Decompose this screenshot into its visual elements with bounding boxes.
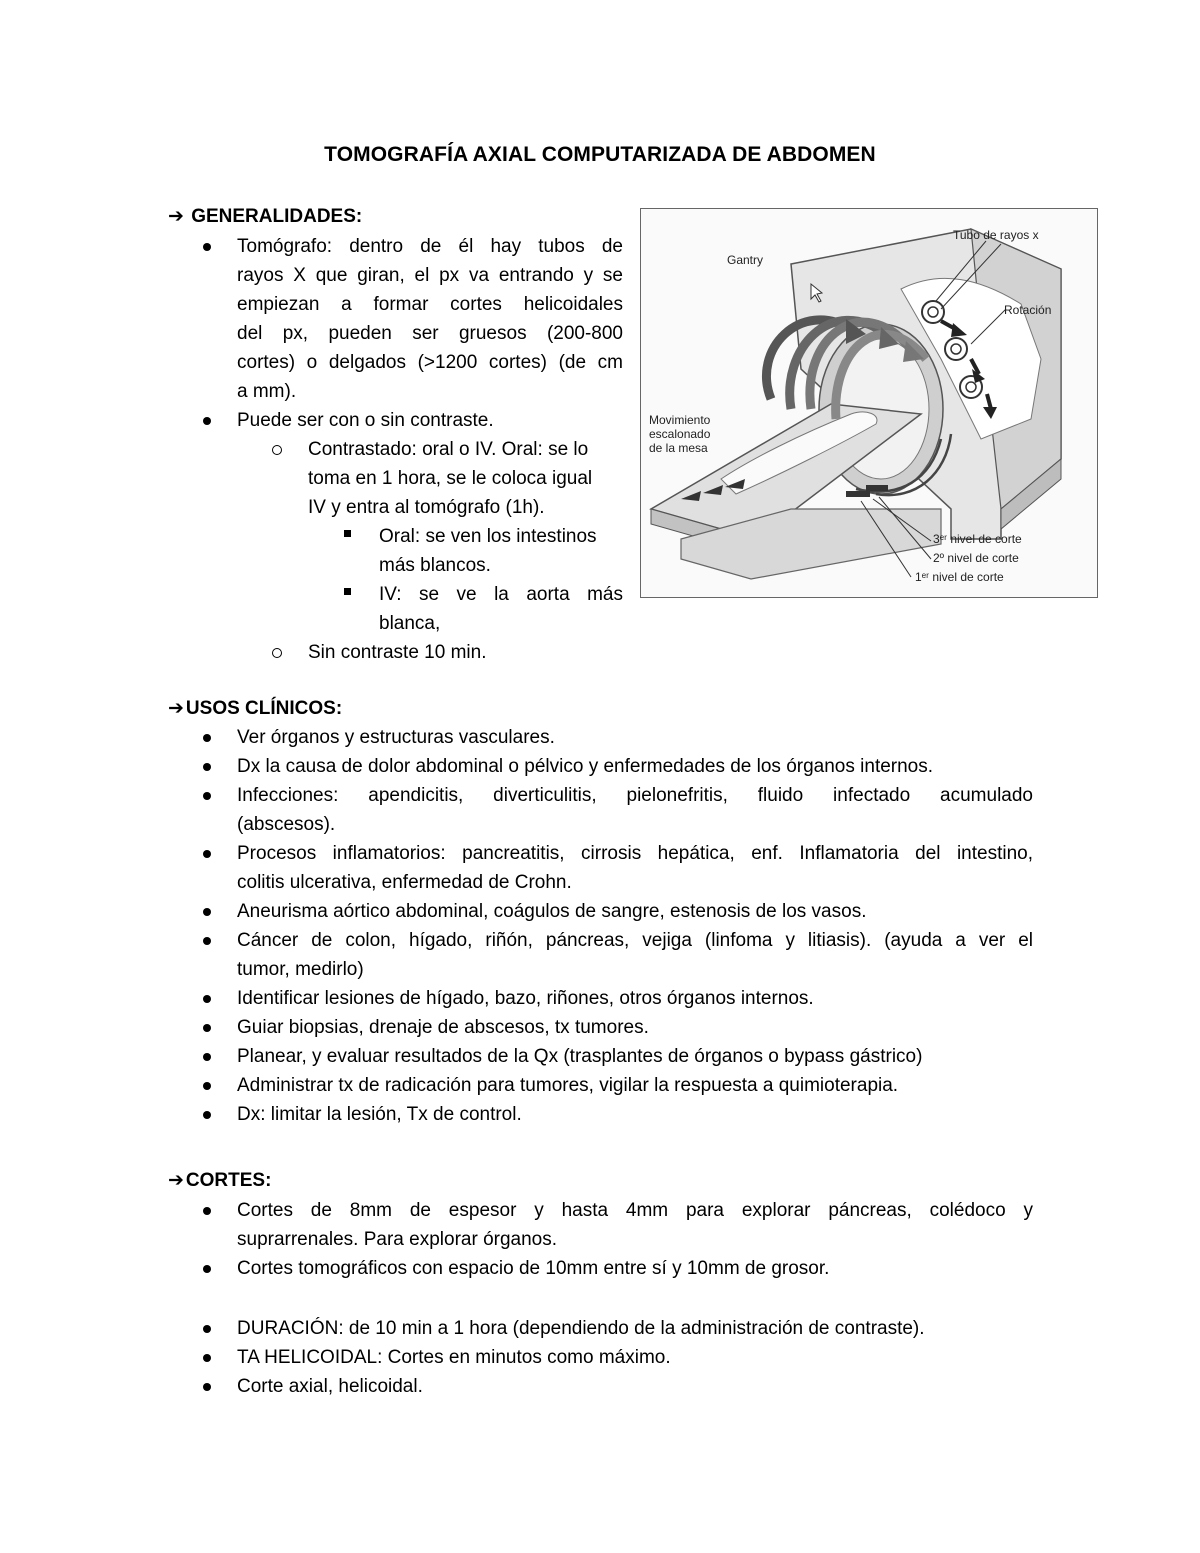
list-item-line: blanca, [379,613,441,634]
bullet-icon [203,1354,211,1362]
list-item-line: del px, pueden ser gruesos (200-800 [237,323,623,344]
list-item-line: Planear, y evaluar resultados de la Qx (trasplantes de órganos o bypass gástrico) [237,1046,923,1067]
list-item-line: IV: se ve la aorta más [379,584,623,605]
bullet-icon [203,243,211,251]
square-bullet-icon [344,530,351,537]
figure-label-nivel-2: 2º nivel de corte [933,551,1019,565]
list-item-line: más blancos. [379,555,491,576]
heading-text: GENERALIDADES: [191,206,363,227]
bullet-icon [203,995,211,1003]
list-item-line: empiezan a formar cortes helicoidales [237,294,623,315]
figure-label-tubo: Tubo de rayos x [953,228,1039,242]
bullet-icon [203,792,211,800]
list-item-line: IV y entra al tomógrafo (1h). [308,497,545,518]
figure-label-gantry: Gantry [727,253,764,267]
bullet-icon [203,850,211,858]
bullet-icon [203,1325,211,1333]
list-item-line: Cáncer de colon, hígado, riñón, páncreas, vejiga (linfoma y litiasis). (ayuda a ver el [237,930,1033,951]
list-item-line: (abscesos). [237,814,336,835]
list-item: Puede ser con o sin contraste. [237,410,494,431]
bullet-icon [203,1207,211,1215]
list-item-line: Identificar lesiones de hígado, bazo, riñones, otros órganos internos. [237,988,814,1009]
figure-label-rotacion: Rotación [1004,303,1052,317]
bullet-icon [203,734,211,742]
heading-text: USOS CLÍNICOS: [185,698,343,719]
bullet-icon [203,763,211,771]
list-item-line: suprarrenales. Para explorar órganos. [237,1229,558,1250]
list-item-line: Dx la causa de dolor abdominal o pélvico y enfermedades de los órganos internos. [237,756,934,777]
list-item-line: Procesos inflamatorios: pancreatitis, cirrosis hepática, enf. Inflamatoria del intestino, [237,843,1033,864]
bullet-icon [203,1053,211,1061]
list-item-line: a mm). [237,381,297,402]
arrow-icon: ➔ [168,1170,184,1191]
figure-label-nivel-1: 1ᵉʳ nivel de corte [915,570,1004,584]
list-item-line: Infecciones: apendicitis, diverticulitis, pielonefritis, fluido infectado acumulado [237,785,1033,806]
list-item-line: Aneurisma aórtico abdominal, coágulos de sangre, estenosis de los vasos. [237,901,867,922]
bullet-icon [203,1024,211,1032]
figure-label-nivel-3: 3ᵉʳ nivel de corte [933,532,1022,546]
list-item-line: Corte axial, helicoidal. [237,1376,423,1397]
circle-bullet-icon [272,445,282,455]
bullet-icon [203,1383,211,1391]
square-bullet-icon [344,588,351,595]
figure-label-movimiento-1: Movimiento [649,413,711,427]
list-item-line: Cortes tomográficos con espacio de 10mm entre sí y 10mm de grosor. [237,1258,830,1279]
page-title: TOMOGRAFÍA AXIAL COMPUTARIZADA DE ABDOMEN [324,143,876,166]
arrow-icon: ➔ [168,698,184,719]
list-item-line: toma en 1 hora, se le coloca igual [308,468,593,489]
figure-label-movimiento-2: escalonado [649,427,711,441]
arrow-icon: ➔ [168,206,184,227]
bullet-icon [203,1265,211,1273]
list-item-line: Administrar tx de radicación para tumores, vigilar la respuesta a quimioterapia. [237,1075,899,1096]
list-item-line: rayos X que giran, el px va entrando y se [237,265,623,286]
list-item-line: Cortes de 8mm de espesor y hasta 4mm para explorar páncreas, colédoco y [237,1200,1033,1221]
list-item-line: colitis ulcerativa, enfermedad de Crohn. [237,872,572,893]
list-item-line: Guiar biopsias, drenaje de abscesos, tx tumores. [237,1017,649,1038]
list-item-line: DURACIÓN: de 10 min a 1 hora (dependiendo de la administración de contraste). [237,1318,925,1339]
heading-text: CORTES: [185,1170,272,1191]
list-item-line: Ver órganos y estructuras vasculares. [237,727,555,748]
ct-scanner-illustration [641,209,1098,598]
figure-label-movimiento-3: de la mesa [649,441,708,455]
bullet-icon [203,1082,211,1090]
section-heading-cortes [168,1169,271,1192]
bullet-icon [203,417,211,425]
list-item: Sin contraste 10 min. [308,642,487,663]
ct-scanner-figure [640,208,1098,598]
list-item-line: cortes) o delgados (>1200 cortes) (de cm [237,352,623,373]
circle-bullet-icon [272,648,282,658]
section-heading-usos [168,697,342,720]
list-item-line: Contrastado: oral o IV. Oral: se lo [308,439,589,460]
bullet-icon [203,937,211,945]
list-item-line: tumor, medirlo) [237,959,364,980]
list-item-line: Dx: limitar la lesión, Tx de control. [237,1104,522,1125]
bullet-icon [203,1111,211,1119]
section-heading-generalidades [168,205,362,228]
list-item-line: Oral: se ven los intestinos [379,526,597,547]
bullet-icon [203,908,211,916]
list-item-line: Tomógrafo: dentro de él hay tubos de [237,236,623,257]
list-item-line: TA HELICOIDAL: Cortes en minutos como máximo. [237,1347,671,1368]
